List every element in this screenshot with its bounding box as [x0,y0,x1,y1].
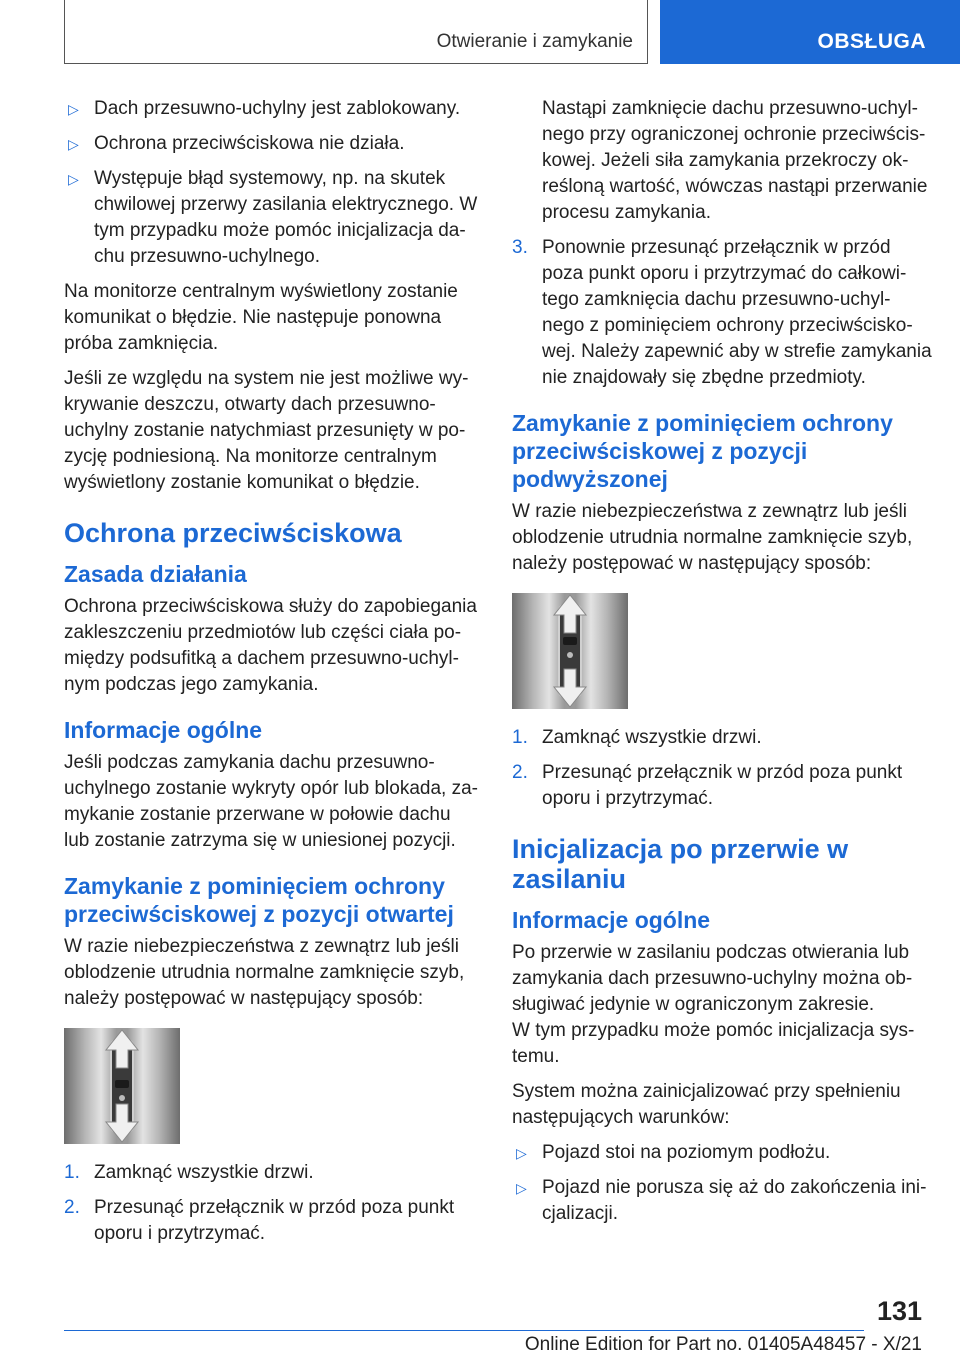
header-section-tab[interactable] [660,0,960,64]
step-item: 1. Zamknąć wszystkie drzwi. [64,1160,478,1186]
switch-arrows-icon [64,1028,180,1144]
paragraph: Jeśli podczas zamykania dachu przesuwno-uchylnego zostanie wykryty opór lub blokada, za-mykanie zostanie przerwane w połowie dachu lub zostanie zatrzyma się w uniesionej pozycji. [64,752,479,851]
paragraph: Ochrona przeciwściskowa służy do zapobiegania zakleszczeniu przedmiotów lub części ciała po-między podsufitką a dachem przesuwno-uchyl-nym podczas jego zamykania. [64,596,477,695]
step-number: 3. [512,237,528,258]
right-column [512,96,932,1236]
list-item: ▷ Ochrona przeciwściskowa nie działa. [64,131,478,157]
page-number: 131 [876,1296,922,1326]
bullet-marker-icon: ▷ [68,171,79,187]
section-heading: Ochrona przeciwściskowa [64,518,402,548]
paragraph: W razie niebezpieczeństwa z zewnątrz lub jeśli oblodzenie utrudnia normalne zamknięcie szyb, należy postępować w następujący sposób: [512,501,913,574]
footer-edition: Online Edition for Part no. 01405A48457 - X/21 [524,1334,922,1355]
paragraph: Na monitorze centralnym wyświetlony zostanie komunikat o błędzie. Nie następuje ponowna próba zamknięcia. [64,281,458,354]
header-title-box [64,0,648,64]
subsection-heading: Zasada działania [64,561,247,587]
left-column [64,96,478,1256]
list-item: ▷ Dach przesuwno-uchylny jest zablokowany. [64,96,478,122]
step-number: 2. [512,762,528,783]
header-title: Otwieranie i zamykanie [436,31,633,52]
paragraph: System można zainicjalizować przy spełnieniu następujących warunków: [512,1081,901,1128]
list-item: ▷ Występuje błąd systemowy, np. na skutek chwilowej przerwy zasilania elektrycznego. W tym przypadku może pomóc inicjalizacja da-chu przesuwno-uchylnego. [68,168,478,267]
switch-arrows-icon [512,593,628,709]
roof-switch-image [512,593,628,709]
subsection-heading: Zamykanie z pominięciem ochrony przeciwściskowej z pozycji otwartej [64,873,454,927]
bullet-marker-icon: ▷ [516,1145,527,1161]
footer-divider [64,1330,864,1331]
subsection-heading: Zamykanie z pominięciem ochrony przeciwściskowej z pozycji podwyższonej [512,410,893,492]
paragraph: Po przerwie w zasilaniu podczas otwierania lub zamykania dach przesuwno-uchylny można ob-sługiwać jedynie w ograniczonym zakresie. [512,942,913,1015]
step-number: 1. [64,1162,80,1183]
section-heading: Inicjalizacja po przerwie w zasilaniu [512,834,849,894]
list-item: ▷ Pojazd nie porusza się aż do zakończenia ini-cjalizacji. [516,1177,927,1224]
step-item: 3. Ponownie przesunąć przełącznik w przód poza punkt oporu i przytrzymać do całkowi-tego zamknięcia dachu przesuwno-uchyl-nego z pominięciem ochrony przeciwścisko-wej. Należy zapewnić aby w strefie zamykania nie znajdowały się zbędne przedmioty. [512,237,932,388]
paragraph: W tym przypadku może pomóc inicjalizacja sys-temu. [512,1020,915,1067]
paragraph: W razie niebezpieczeństwa z zewnątrz lub jeśli oblodzenie utrudnia normalne zamknięcie szyb, należy postępować w następujący sposób: [64,936,465,1009]
list-item: ▷ Pojazd stoi na poziomym podłożu. [512,1140,932,1166]
step-item: 2. Przesunąć przełącznik w przód poza punkt oporu i przytrzymać. [512,762,903,809]
paragraph: Nastąpi zamknięcie dachu przesuwno-uchyl-nego przy ograniczonej ochronie przeciwścis-kowej. Jeżeli siła zamykania przekroczy ok-reśloną wartość, wówczas nastąpi przerwanie procesu zamykania. [542,98,928,223]
step-item: 2. Przesunąć przełącznik w przód poza punkt oporu i przytrzymać. [64,1197,455,1244]
subsection-heading: Informacje ogólne [512,907,711,933]
bullet-marker-icon: ▷ [516,1180,527,1196]
subsection-heading: Informacje ogólne [64,717,263,743]
paragraph: Jeśli ze względu na system nie jest możliwe wy-krywanie deszczu, otwarty dach przesuwno-uchylny zostanie natychmiast przesunięty w po-zycję podniesioną. Na monitorze centralnym wyświetlony zostanie komunikat o błędzie. [64,368,469,493]
step-number: 1. [512,727,528,748]
bullet-marker-icon: ▷ [68,136,79,152]
step-item: 1. Zamknąć wszystkie drzwi. [512,725,932,751]
roof-switch-image [64,1028,180,1144]
bullet-marker-icon: ▷ [68,101,79,117]
step-number: 2. [64,1197,80,1218]
header-tab-label: OBSŁUGA [817,30,926,53]
